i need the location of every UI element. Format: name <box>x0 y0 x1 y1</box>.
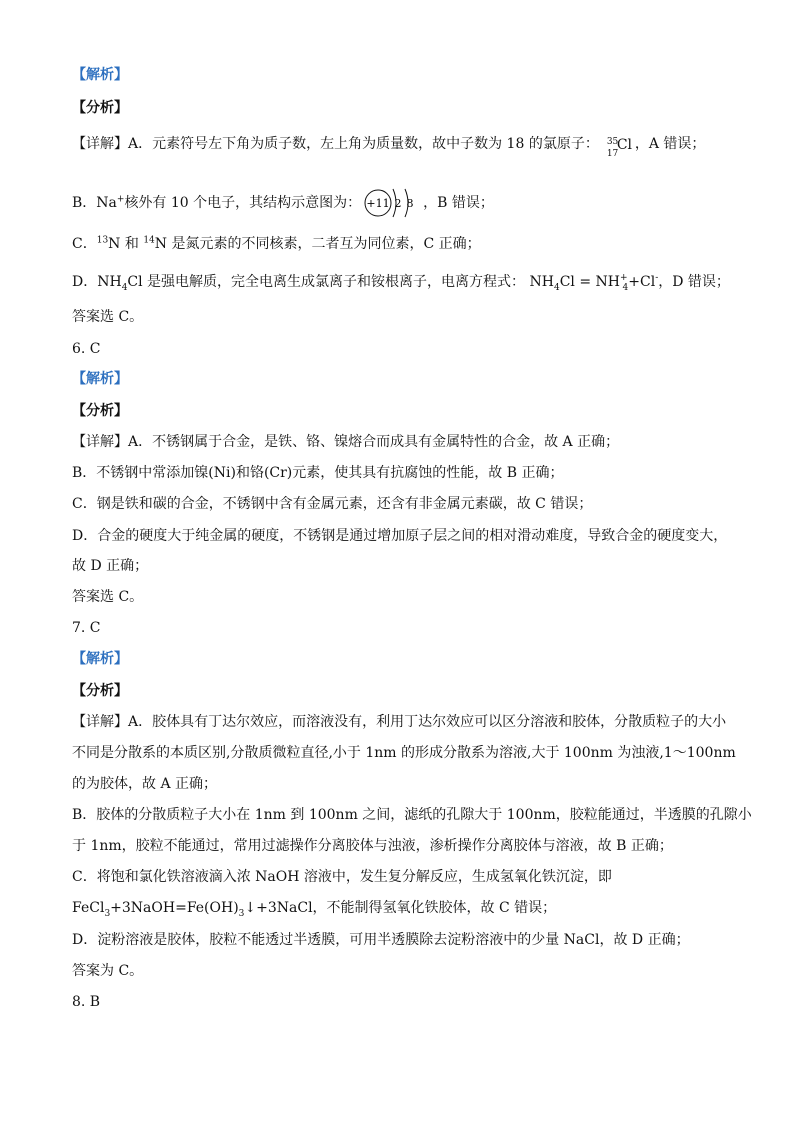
question-6-answer: 6. C <box>72 341 101 357</box>
answer-6: 答案选 C。 <box>72 589 144 605</box>
explain-6a: 【详解】A．不锈钢属于合金，是铁、铬、镍熔合而成具有金属特性的合金，故 A 正确； <box>72 434 620 450</box>
fenxi-tag: 【分析】 <box>72 403 128 419</box>
question-7-answer: 7. C <box>72 620 101 636</box>
explain-6d-cont: 故 D 正确； <box>72 558 149 574</box>
answer-5: 答案选 C。 <box>72 309 144 325</box>
explain-6c: C．钢是铁和碳的合金，不锈钢中含有金属元素，还含有非金属元素碳，故 C 错误； <box>72 496 593 512</box>
fenxi-tag: 【分析】 <box>72 100 128 116</box>
explain-5a: 【详解】A．元素符号左下角为质子数，左上角为质量数，故中子数为 18 的氯原子： 35 17 Cl ，A 错误； <box>72 136 706 159</box>
analysis-tag: 【解析】 <box>72 651 128 667</box>
explain-5c: C．$^{13}$N 和 $^{14}$N 是氮元素的不同核素，二者互为同位素，C 正确； <box>72 235 481 252</box>
explain-7b: B．胶体的分散质粒子大小在 1nm 到 100nm 之间，滤纸的孔隙大于 100nm，胶粒能通过，半透膜的孔隙小 <box>72 807 752 823</box>
explain-7c: C．将饱和氯化铁溶液滴入浓 NaOH 溶液中，发生复分解反应，生成氢氧化铁沉淀，即 <box>72 869 612 885</box>
analysis-tag: 【解析】 <box>72 67 128 83</box>
explain-7a-end: 的为胶体，故 A 正确； <box>72 776 218 792</box>
svg-text:2: 2 <box>394 197 402 210</box>
explain-5b: B．Na+核外有 10 个电子，其结构示意图为： +11 2 8 ，B 错误； <box>72 186 494 220</box>
explain-7c-equation: $FeCl_3+3NaOH=Fe(OH)_3↓+3NaCl$，不能制得氢氧化铁胶体，故 C 错误； <box>72 900 557 919</box>
explain-6b: B．不锈钢中常添加镍(Ni)和铬(Cr)元素，使其具有抗腐蚀的性能，故 B 正确； <box>72 465 564 481</box>
ionization-equation: $NH_4Cl = NH^+_4+Cl^-$ <box>529 273 659 293</box>
svg-text:+11: +11 <box>366 197 390 210</box>
explain-7a: 【详解】A．胶体具有丁达尔效应，而溶液没有，利用丁达尔效应可以区分溶液和胶体，分散质粒子的大小 <box>72 714 727 730</box>
explain-6d: D．合金的硬度大于纯金属的硬度，不锈钢是通过增加原子层之间的相对滑动难度，导致合金的硬度变大， <box>72 528 728 544</box>
sodium-ion-structure-diagram <box>363 186 421 220</box>
analysis-tag: 【解析】 <box>72 371 128 387</box>
explain-7a-cont: 不同是分散系的本质区别,分散质微粒直径,小于 1nm 的形成分散系为溶液,大于 100nm 为浊液,1～100nm <box>72 745 736 761</box>
explain-5d: D．$NH_4Cl$ 是强电解质，完全电离生成氯离子和铵根离子，电离方程式： $NH_4Cl = NH^+_4+Cl^-$，D 错误； <box>72 273 730 293</box>
svg-text:8: 8 <box>406 197 414 210</box>
explain-7d: D．淀粉溶液是胶体，胶粒不能透过半透膜，可用半透膜除去淀粉溶液中的少量 NaCl，故 D 正确； <box>72 932 690 948</box>
explain-7b-cont: 于 1nm，胶粒不能通过，常用过滤操作分离胶体与浊液，渗析操作分离胶体与溶液，故 B 正确； <box>72 838 673 854</box>
fenxi-tag: 【分析】 <box>72 683 128 699</box>
answer-7: 答案为 C。 <box>72 963 144 979</box>
question-8-answer: 8. B <box>72 994 101 1010</box>
chlorine-isotope-symbol: 35 17 Cl <box>606 137 633 159</box>
